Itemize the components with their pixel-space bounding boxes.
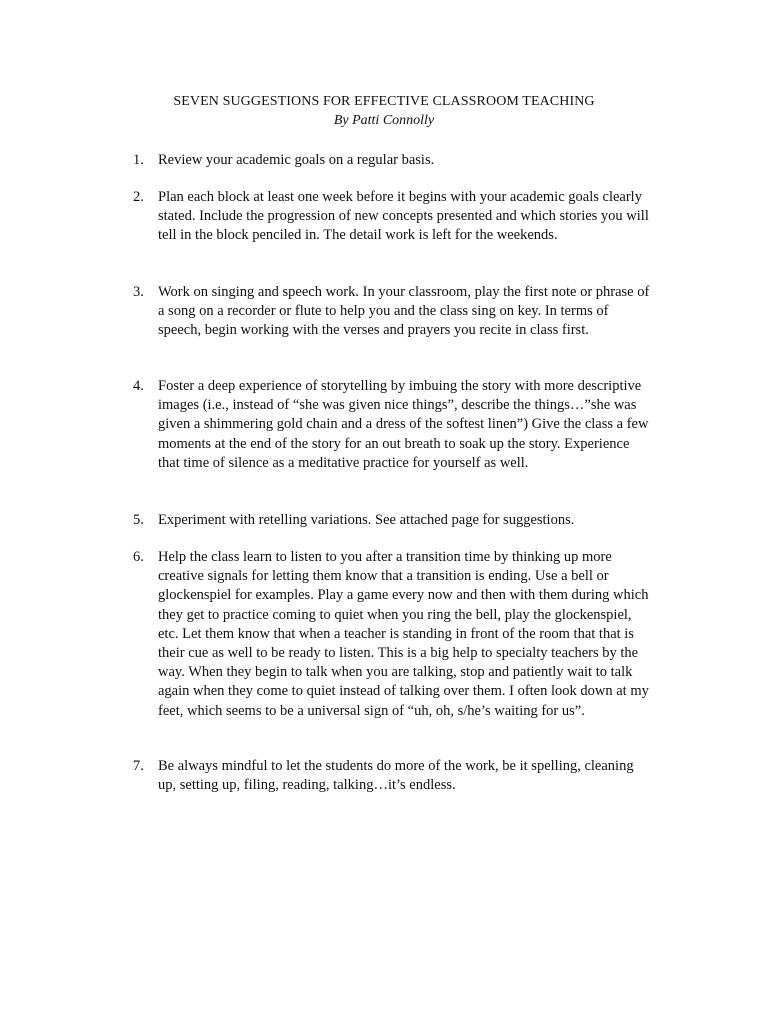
list-item-text: Help the class learn to listen to you after a transition time by thinking up more creative signals for letting them know that a transition is ending. Use a bell or glockenspiel for examples. Play a game every now and then with them during which they get to practice coming to quiet when you ring the bell, play the glockenspiel, etc. Let them know that when a teacher is standing in front of the room that that is their cue as well to be ready to listen. This is a big help to specialty teachers by the way. When they begin to talk when you are talking, stop and patiently wait to talk again when they come to quiet instead of talking over them. I often look down at my feet, which seems to be a universal sign of “uh, oh, s/he’s waiting for us”. bbox=[158, 549, 649, 719]
list-item-1 bbox=[133, 151, 653, 170]
list-item-text: Plan each block at least one week before it begins with your academic goals clearly stated. Include the progression of new concepts presented and which stories you will tell in the block penciled in. The detail work is left for the weekends. bbox=[158, 189, 649, 244]
list-item-text: Foster a deep experience of storytelling by imbuing the story with more descriptive images (i.e., instead of “she was given nice things”, describe the things…”she was given a shimmering gold chain and a dress of the softest linen”) Give the class a few moments at the end of the story for an out breath to soak up the story. Experience that time of silence as a meditative practice for yourself as well. bbox=[158, 378, 649, 471]
list-item-2 bbox=[133, 188, 653, 246]
list-item-3 bbox=[133, 283, 653, 341]
list-item-number: 7. bbox=[133, 758, 144, 774]
list-item-number: 4. bbox=[133, 378, 144, 394]
list-item-5 bbox=[133, 511, 653, 530]
list-item-number: 3. bbox=[133, 284, 144, 300]
document-title: SEVEN SUGGESTIONS FOR EFFECTIVE CLASSROOM TEACHING bbox=[173, 94, 595, 109]
list-item-text: Be always mindful to let the students do more of the work, be it spelling, cleaning up, setting up, filing, reading, talking…it’s endless. bbox=[158, 758, 634, 794]
list-item-number: 6. bbox=[133, 549, 144, 565]
list-item-number: 5. bbox=[133, 512, 144, 528]
list-item-6 bbox=[133, 548, 653, 721]
list-item-text: Review your academic goals on a regular basis. bbox=[158, 152, 435, 168]
list-item-text: Experiment with retelling variations. See attached page for suggestions. bbox=[158, 512, 575, 528]
list-item-7 bbox=[133, 757, 653, 795]
list-item-number: 1. bbox=[133, 152, 144, 168]
document-author: By Patti Connolly bbox=[333, 113, 435, 128]
list-item-number: 2. bbox=[133, 189, 144, 205]
list-item-4 bbox=[133, 377, 653, 473]
list-item-text: Work on singing and speech work. In your classroom, play the first note or phrase of a song on a recorder or flute to help you and the class sing on key. In terms of speech, begin working with the verses and prayers you recite in class first. bbox=[158, 284, 650, 339]
